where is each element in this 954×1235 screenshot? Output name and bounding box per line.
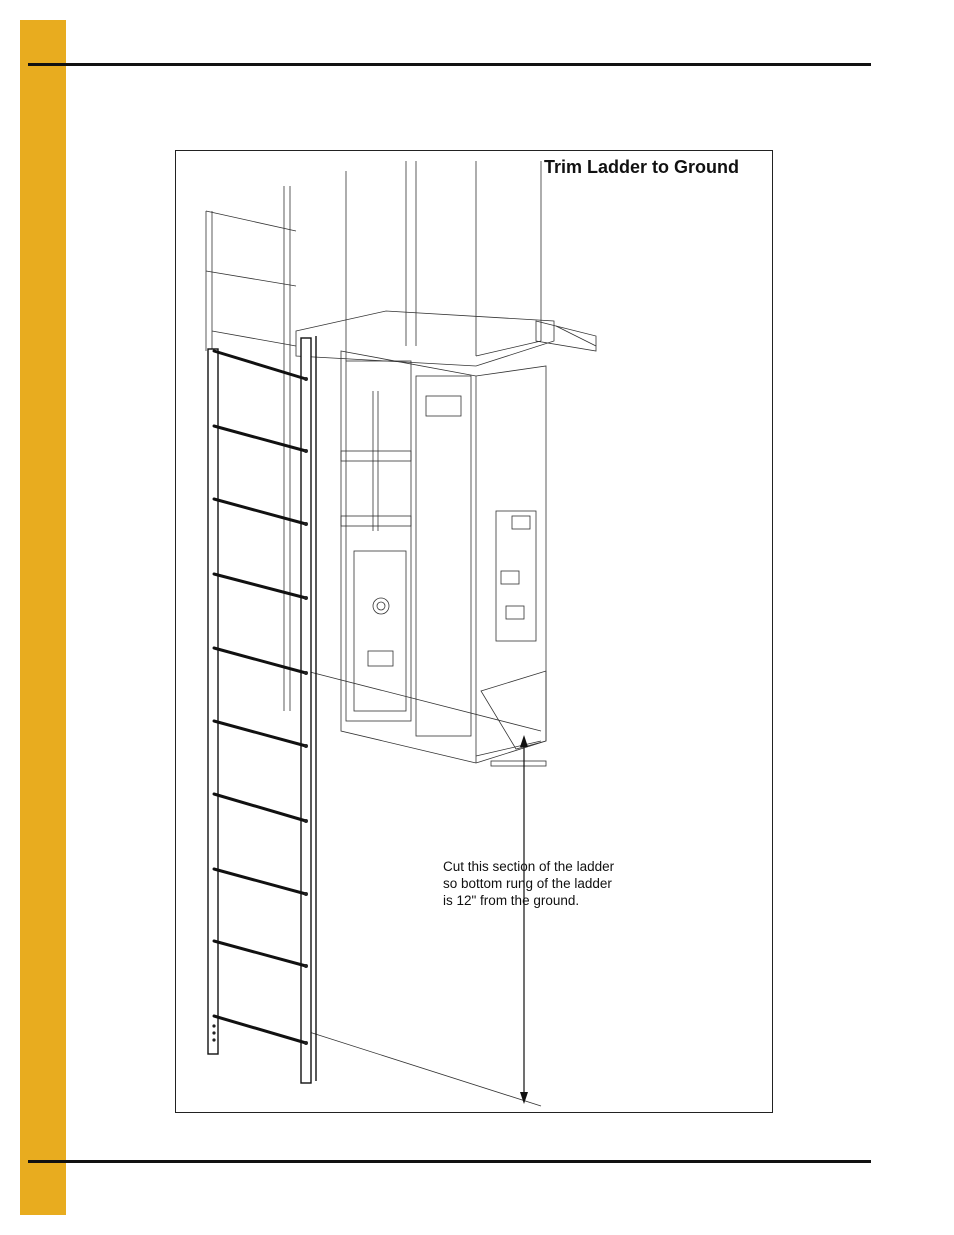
callout-line: is 12" from the ground.	[443, 893, 580, 908]
ladder-drawing	[176, 151, 773, 1113]
side-color-band	[20, 20, 66, 1215]
callout-line: so bottom rung of the ladder	[443, 876, 612, 891]
cut-instruction-callout	[443, 858, 643, 909]
figure-title: Trim Ladder to Ground	[544, 157, 740, 177]
callout-line: Cut this section of the ladder	[443, 859, 615, 874]
figure-frame	[175, 150, 773, 1113]
header-rule	[28, 63, 871, 66]
footer-rule	[28, 1160, 871, 1163]
